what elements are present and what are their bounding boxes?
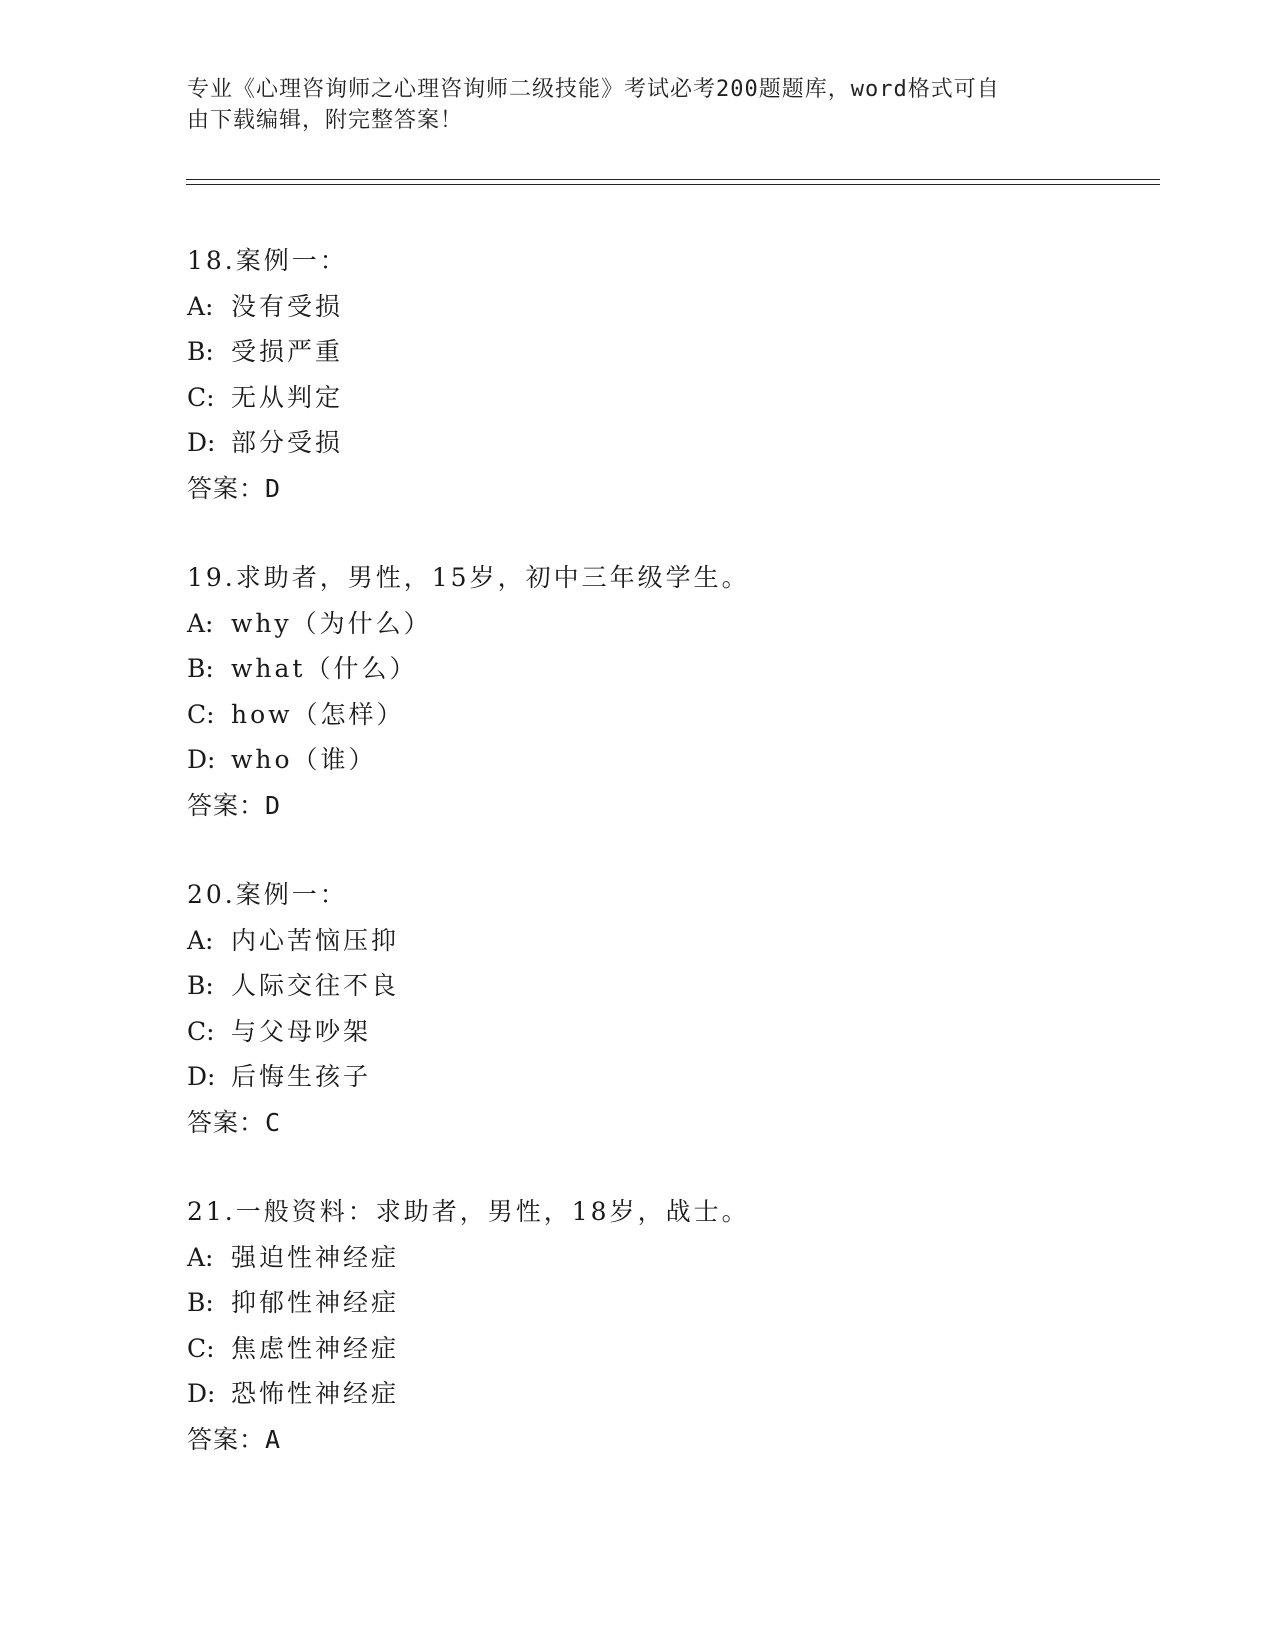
option-a	[187, 284, 1147, 330]
option-letter: B:	[187, 654, 214, 683]
header-divider-bottom	[186, 184, 1160, 185]
option-letter: B:	[187, 337, 214, 366]
option-text: 后悔生孩子	[231, 1062, 372, 1091]
option-letter: D:	[187, 1062, 216, 1091]
option-letter: A:	[187, 1242, 214, 1272]
option-letter: C:	[187, 1016, 215, 1046]
option-a	[187, 1235, 1147, 1281]
option-text: 无从判定	[231, 382, 344, 412]
header-line-2: 由下载编辑，附完整答案！	[187, 108, 464, 133]
question-18	[187, 238, 1147, 511]
header-divider-top	[186, 179, 1160, 180]
option-text: 受损严重	[231, 337, 344, 366]
option-letter: C:	[187, 382, 215, 412]
option-text: how（怎样）	[231, 699, 405, 729]
option-d	[187, 420, 1147, 466]
option-c	[187, 375, 1147, 421]
document-header	[187, 74, 1067, 136]
option-c	[187, 1009, 1147, 1055]
option-text: 与父母吵架	[231, 1016, 372, 1046]
option-d	[187, 737, 1147, 783]
option-text: 内心苦恼压抑	[231, 925, 400, 955]
option-c	[187, 692, 1147, 738]
header-line-1: 专业《心理咨询师之心理咨询师二级技能》考试必考200题题库，word格式可自	[187, 77, 1000, 102]
option-letter: D:	[187, 1379, 216, 1408]
option-text: why（为什么）	[231, 608, 432, 638]
option-text: who（谁）	[231, 745, 377, 774]
option-text: what（什么）	[231, 654, 418, 683]
answer-line: 答案：A	[187, 1424, 282, 1454]
option-text: 部分受损	[231, 428, 344, 457]
option-b	[187, 1280, 1147, 1326]
question-21	[187, 1189, 1147, 1462]
question-list	[187, 238, 1147, 1506]
question-20	[187, 872, 1147, 1145]
option-c	[187, 1326, 1147, 1372]
option-letter: D:	[187, 745, 216, 774]
option-text: 人际交往不良	[231, 971, 400, 1000]
option-text: 抑郁性神经症	[231, 1288, 400, 1317]
option-letter: B:	[187, 971, 214, 1000]
answer-line: 答案：C	[187, 1107, 282, 1137]
option-a	[187, 918, 1147, 964]
option-d	[187, 1371, 1147, 1417]
option-letter: B:	[187, 1288, 214, 1317]
question-stem: 18.案例一：	[187, 246, 348, 275]
option-a	[187, 601, 1147, 647]
question-stem: 20.案例一：	[187, 880, 348, 909]
option-text: 焦虑性神经症	[231, 1333, 400, 1363]
option-letter: A:	[187, 608, 214, 638]
option-letter: A:	[187, 291, 214, 321]
option-letter: A:	[187, 925, 214, 955]
question-stem: 19.求助者，男性，15岁，初中三年级学生。	[187, 563, 750, 592]
question-19	[187, 555, 1147, 828]
option-b	[187, 329, 1147, 375]
option-letter: D:	[187, 428, 216, 457]
option-text: 没有受损	[231, 291, 344, 321]
option-text: 强迫性神经症	[231, 1242, 400, 1272]
option-b	[187, 646, 1147, 692]
answer-line: 答案：D	[187, 473, 282, 503]
question-stem: 21.一般资料：求助者，男性，18岁，战士。	[187, 1197, 750, 1226]
option-d	[187, 1054, 1147, 1100]
option-letter: C:	[187, 1333, 215, 1363]
option-letter: C:	[187, 699, 215, 729]
answer-line: 答案：D	[187, 790, 282, 820]
option-b	[187, 963, 1147, 1009]
option-text: 恐怖性神经症	[231, 1379, 400, 1408]
